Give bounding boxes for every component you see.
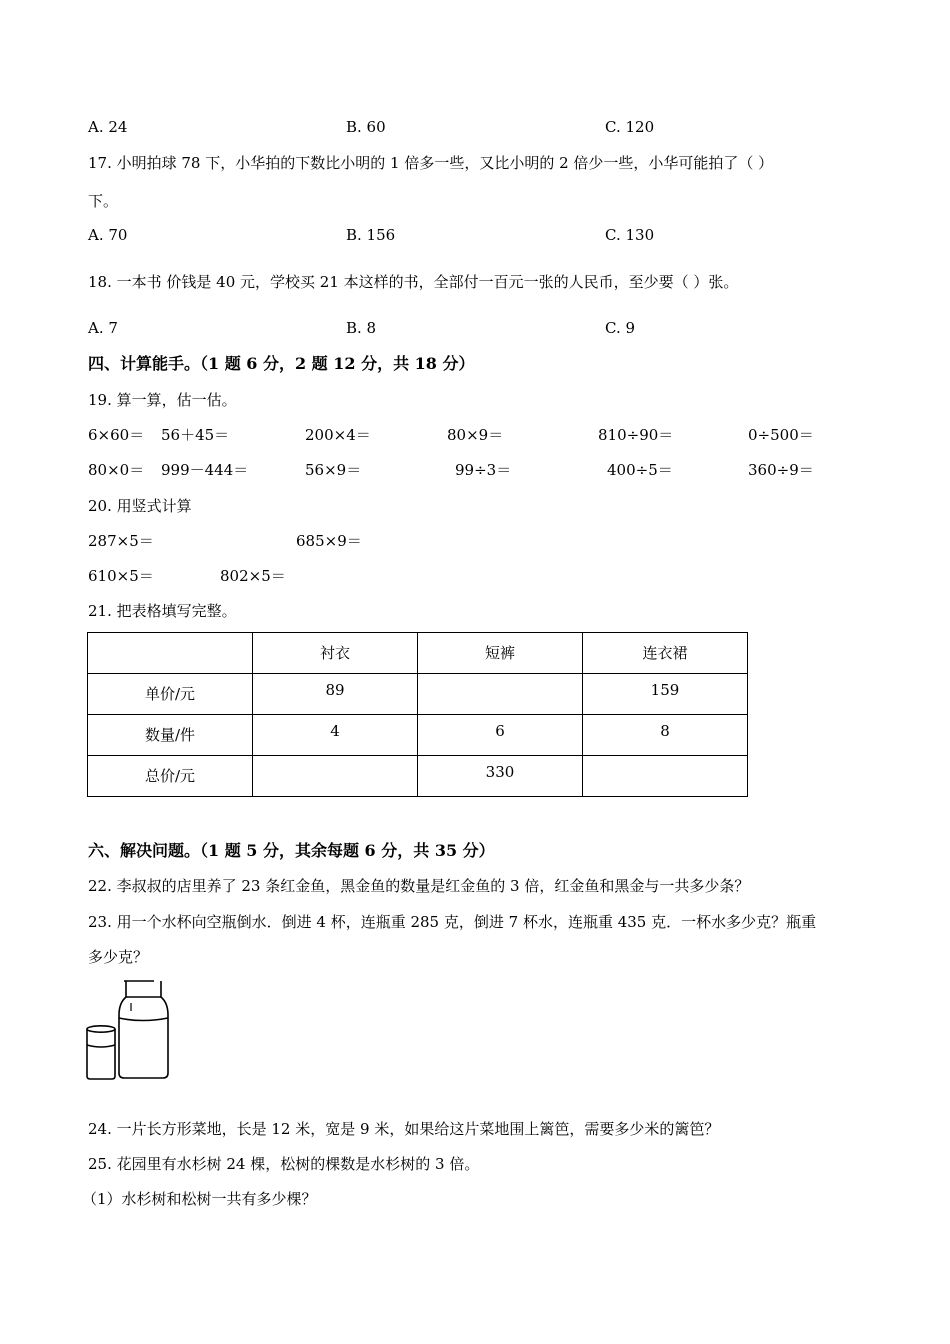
q19-r2-expr: 360÷9＝ [748,461,814,479]
table-row-label: 单价/元 [88,674,253,715]
q17-option-a: A. 70 [88,226,128,244]
bottle-and-cup-illustration [84,975,174,1081]
q19-r1-expr: 200×4＝ [305,426,371,444]
q20-expr: 802×5＝ [220,567,286,585]
section-4-heading: 四、计算能手。（1 题 6 分，2 题 12 分，共 18 分） [88,354,475,373]
q19-r2-expr: 999－444＝ [161,461,249,479]
q19-r2-expr: 400÷5＝ [607,461,673,479]
q20-expr: 685×9＝ [296,532,362,550]
q18-option-b: B. 8 [346,319,377,337]
q25-stem: 25. 花园里有水杉树 24 棵，松树的棵数是水杉树的 3 倍。 [88,1155,480,1173]
q20-expr: 287×5＝ [88,532,154,550]
q21-title: 21. 把表格填写完整。 [88,602,237,620]
q19-r1-expr: 0÷500＝ [748,426,814,444]
q23-stem-line1: 23. 用一个水杯向空瓶倒水．倒进 4 杯，连瓶重 285 克，倒进 7 杯水，连瓶重 435 克．一杯水多少克？瓶重 [88,913,817,931]
q19-r1-expr: 80×9＝ [447,426,504,444]
table-row [88,756,748,797]
price-table [87,632,748,797]
table-row-label: 数量/件 [88,715,253,756]
q24-stem: 24. 一片长方形菜地，长是 12 米，宽是 9 米，如果给这片菜地围上篱笆，需要多少米的篱笆？ [88,1120,720,1138]
table-header-cell: 连衣裙 [583,633,748,674]
q16-option-a: A. 24 [88,118,128,136]
q25-sub-1: （1）水杉树和松树一共有多少棵？ [82,1190,317,1208]
q17-stem-line1: 17. 小明拍球 78 下，小华拍的下数比小明的 1 倍多一些，又比小明的 2 倍少一些，小华可能拍了（ ） [88,154,774,172]
table-blank-cell[interactable] [253,756,418,797]
q17-option-c: C. 130 [605,226,655,244]
table-cell: 330 [485,763,515,781]
q18-option-a: A. 7 [88,319,118,337]
table-header-cell: 短裤 [418,633,583,674]
section-6-heading: 六、解决问题。（1 题 5 分，其余每题 6 分，共 35 分） [88,841,495,860]
table-cell: 89 [325,681,345,699]
q19-title: 19. 算一算，估一估。 [88,391,237,409]
table-header-cell: 衬衣 [253,633,418,674]
q19-r2-expr: 99÷3＝ [455,461,512,479]
table-row [88,715,748,756]
table-cell: 6 [495,722,505,740]
table-blank-cell[interactable] [583,756,748,797]
q20-title: 20. 用竖式计算 [88,497,192,515]
table-blank-cell[interactable] [418,674,583,715]
table-cell: 8 [660,722,670,740]
q19-r2-expr: 56×9＝ [305,461,362,479]
q18-stem: 18. 一本书 价钱是 40 元，学校买 21 本这样的书，全部付一百元一张的人民币，至少要（ ）张。 [88,273,739,291]
q16-option-b: B. 60 [346,118,386,136]
q19-r1-expr: 56＋45＝ [161,426,230,444]
table-row [88,674,748,715]
table-header-row [88,633,748,674]
q17-option-b: B. 156 [346,226,396,244]
q19-r1-expr: 6×60＝ [88,426,145,444]
table-cell: 159 [650,681,680,699]
table-row-label: 总价/元 [88,756,253,797]
q20-expr: 610×5＝ [88,567,154,585]
q17-stem-line2: 下。 [88,192,119,210]
q18-option-c: C. 9 [605,319,636,337]
q22-stem: 22. 李叔叔的店里养了 23 条红金鱼，黑金鱼的数量是红金鱼的 3 倍，红金鱼和黑金与一共多少条？ [88,877,750,895]
q23-stem-line2: 多少克？ [88,948,149,966]
q19-r2-expr: 80×0＝ [88,461,145,479]
q19-r1-expr: 810÷90＝ [598,426,674,444]
q16-option-c: C. 120 [605,118,655,136]
table-header-cell [88,633,253,674]
table-cell: 4 [330,722,340,740]
